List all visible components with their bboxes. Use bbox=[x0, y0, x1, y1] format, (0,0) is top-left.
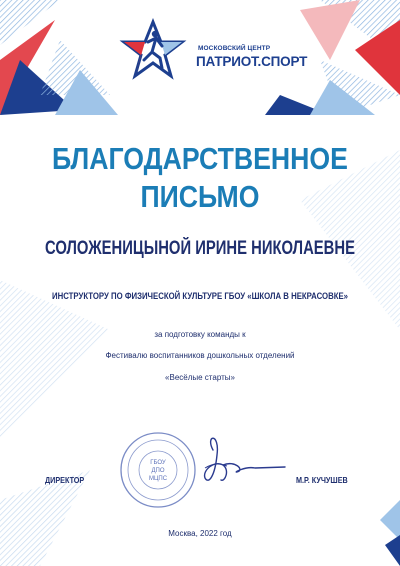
star-runner-icon bbox=[118, 18, 188, 80]
logo-title: ПАТРИОТ.СПОРТ bbox=[196, 54, 308, 69]
body-line-3: «Весёлые старты» bbox=[165, 373, 235, 382]
signatory-position: ДИРЕКТОР bbox=[45, 475, 85, 485]
svg-text:ДПО: ДПО bbox=[151, 468, 165, 474]
deco-pink-triangle-right bbox=[300, 0, 360, 60]
logo-subtitle: МОСКОВСКИЙ ЦЕНТР bbox=[198, 45, 271, 52]
svg-text:ГБОУ: ГБОУ bbox=[150, 460, 166, 466]
deco-navy-triangle-bottom bbox=[385, 535, 400, 566]
body-line-2: Фестивалю воспитанников дошкольных отделений bbox=[105, 351, 295, 360]
deco-stripes-left-bottom bbox=[0, 280, 110, 440]
handwritten-signature bbox=[175, 430, 295, 500]
recipient-name: СОЛОЖЕНИЦЫНОЙ ИРИНЕ НИКОЛАЕВНЕ bbox=[45, 238, 355, 259]
document-title-line1: БЛАГОДАРСТВЕННОЕ bbox=[52, 141, 348, 176]
body-line-1: за подготовку команды к bbox=[154, 330, 246, 339]
recipient-role: ИНСТРУКТОРУ ПО ФИЗИЧЕСКОЙ КУЛЬТУРЕ ГБОУ «ШКОЛА В НЕКРАСОВКЕ» bbox=[51, 291, 349, 302]
svg-text:МЦПС: МЦПС bbox=[148, 476, 168, 482]
place-and-date: Москва, 2022 год bbox=[168, 529, 232, 538]
signatory-name: М.Р. КУЧУШЕВ bbox=[296, 475, 348, 485]
document-title-line2: ПИСЬМО bbox=[140, 179, 260, 214]
patriot-sport-logo bbox=[118, 18, 308, 80]
